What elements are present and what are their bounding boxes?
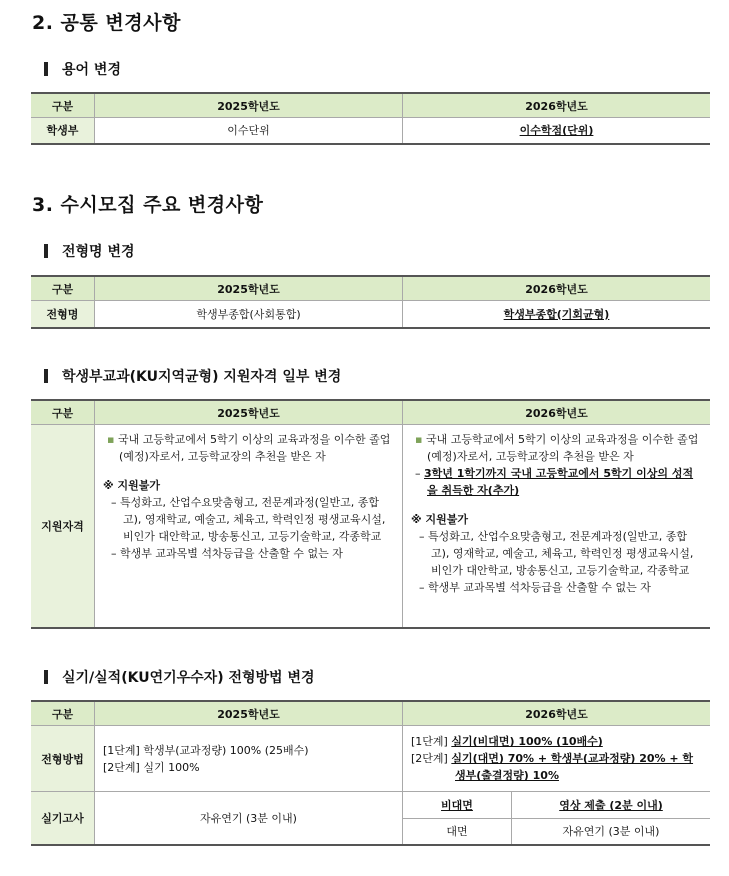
exam-2026-type-remote: 비대면 <box>441 799 473 812</box>
exclusion-item: 특성화고, 산업수요맞춤형고, 전문계과정(일반고, 종합고), 영재학교, 예술고, 체육고, 학력인정 평생교육시설, 비인가 대안학교, 방송통신고, 고등기술학교, 각종학교 <box>120 496 386 543</box>
heading-bar <box>44 670 48 684</box>
bullet-icon: ▪ <box>415 433 423 446</box>
practical-table <box>31 700 710 846</box>
header-2026: 2026학년도 <box>403 400 711 425</box>
header-2026: 2026학년도 <box>403 701 711 726</box>
method-2025-step1: [1단계] 학생부(교과정량) 100% (25배수) <box>103 743 309 757</box>
subheading-label: 전형명 변경 <box>62 244 135 260</box>
header-2025: 2025학년도 <box>95 93 403 118</box>
value-2026: 학생부종합(기회균형) <box>503 307 610 321</box>
main-qualification-text: 국내 고등학교에서 5학기 이상의 교육과정을 이수한 졸업(예정)자로서, 고등학교장의 추천을 받은 자 <box>117 433 391 463</box>
value-2025: 학생부종합(사회통합) <box>95 301 403 328</box>
heading-bar <box>44 62 48 76</box>
subheading-practical-change <box>44 667 315 687</box>
method-2025-step2: [2단계] 실기 100% <box>103 760 200 774</box>
header-category: 구분 <box>31 400 95 425</box>
exam-2025: 자유연기 (3분 이내) <box>95 792 403 845</box>
header-category: 구분 <box>31 93 95 118</box>
exclusion-item: 특성화고, 산업수요맞춤형고, 전문계과정(일반고, 종합고), 영재학교, 예술고, 체육고, 학력인정 평생교육시설, 비인가 대안학교, 방송통신고, 고등기술학교, 각종학교 <box>428 530 694 577</box>
method-2026-step2: 실기(대면) 70% + 학생부(교과정량) 20% + 학생부(출결정량) 10% <box>451 752 694 782</box>
value-2026: 이수학점(단위) <box>519 124 594 138</box>
exclusion-item: 학생부 교과목별 석차등급을 산출할 수 없는 자 <box>428 581 651 594</box>
header-2025: 2025학년도 <box>95 701 403 726</box>
qualification-2025: ▪ 국내 고등학교에서 5학기 이상의 교육과정을 이수한 졸업(예정)자로서, 고등학교장의 추천을 받은 자 ※ 지원불가 – 특성화고, 산업수요맞춤형고, 전문계과정(일반고, 종합고), 영재학교, 예술고, 체육고, 학력인정 평생교육시설, 비인가 대안학교, 방송통신고, 고등기술학교, 각종학교 – 학생부 교과목별 석차등급을 산출할 수 없는 자 <box>95 425 402 568</box>
name-change-table <box>31 275 710 329</box>
method-2026-step1-prefix: [1단계] <box>411 735 448 748</box>
subheading-name-change <box>44 241 135 261</box>
heading-bar <box>44 244 48 258</box>
exclusion-title: ※ 지원불가 <box>411 513 469 526</box>
section-title-rolling-admission: 3. 수시모집 주요 변경사항 <box>32 194 264 216</box>
exclusion-title: ※ 지원불가 <box>103 479 161 492</box>
subheading-label: 실기/실적(KU연기우수자) 전형방법 변경 <box>62 670 315 686</box>
subheading-term-change <box>44 59 121 79</box>
row-label: 지원자격 <box>31 425 95 628</box>
main-qualification-text: 국내 고등학교에서 5학기 이상의 교육과정을 이수한 졸업(예정)자로서, 고등학교장의 추천을 받은 자 <box>425 433 699 463</box>
header-category: 구분 <box>31 276 95 301</box>
method-2025 <box>95 736 402 782</box>
exam-2026-remote-detail: 영상 제출 (2분 이내) <box>559 799 663 812</box>
qualification-table <box>31 399 710 629</box>
qualification-2026: ▪ 국내 고등학교에서 5학기 이상의 교육과정을 이수한 졸업(예정)자로서, 고등학교장의 추천을 받은 자 – 3학년 1학기까지 국내 고등학교에서 5학기 이상의 성적을 취득한 자(추가) ※ 지원불가 – 특성화고, 산업수요맞춤형고, 전문계과정(일반고, 종합고), 영재학교, 예술고, 체육고, 학력인정 평생교육시설, 비인가 대안학교, 방송통신고, 고등기술학교, 각종학교 – 학생부 교과목별 석차등급을 산출할 수 없는 자 <box>403 425 710 602</box>
row-label: 학생부 <box>31 118 95 144</box>
subheading-label: 용어 변경 <box>62 62 121 78</box>
subheading-qualification-change <box>44 366 341 386</box>
exam-2026-inperson-detail: 자유연기 (3분 이내) <box>512 819 711 845</box>
value-2025: 이수단위 <box>95 118 403 144</box>
bullet-icon: ▪ <box>107 433 115 446</box>
added-qualification-text: 3학년 1학기까지 국내 고등학교에서 5학기 이상의 성적을 취득한 자(추가) <box>424 467 694 497</box>
row-label: 전형명 <box>31 301 95 328</box>
heading-bar <box>44 369 48 383</box>
method-2026-step2-prefix: [2단계] <box>411 752 448 765</box>
header-2025: 2025학년도 <box>95 276 403 301</box>
method-2026 <box>403 727 710 790</box>
header-category: 구분 <box>31 701 95 726</box>
term-change-table <box>31 92 710 145</box>
exclusion-item: 학생부 교과목별 석차등급을 산출할 수 없는 자 <box>120 547 343 560</box>
header-2026: 2026학년도 <box>403 276 711 301</box>
method-label: 전형방법 <box>31 726 95 792</box>
header-2025: 2025학년도 <box>95 400 403 425</box>
section-title-common-changes: 2. 공통 변경사항 <box>32 12 181 34</box>
subheading-label: 학생부교과(KU지역균형) 지원자격 일부 변경 <box>62 369 342 385</box>
exam-2026-type-inperson: 대면 <box>403 819 512 845</box>
method-2026-step1: 실기(비대면) 100% (10배수) <box>451 735 603 748</box>
exam-label: 실기고사 <box>31 792 95 845</box>
header-2026: 2026학년도 <box>403 93 711 118</box>
